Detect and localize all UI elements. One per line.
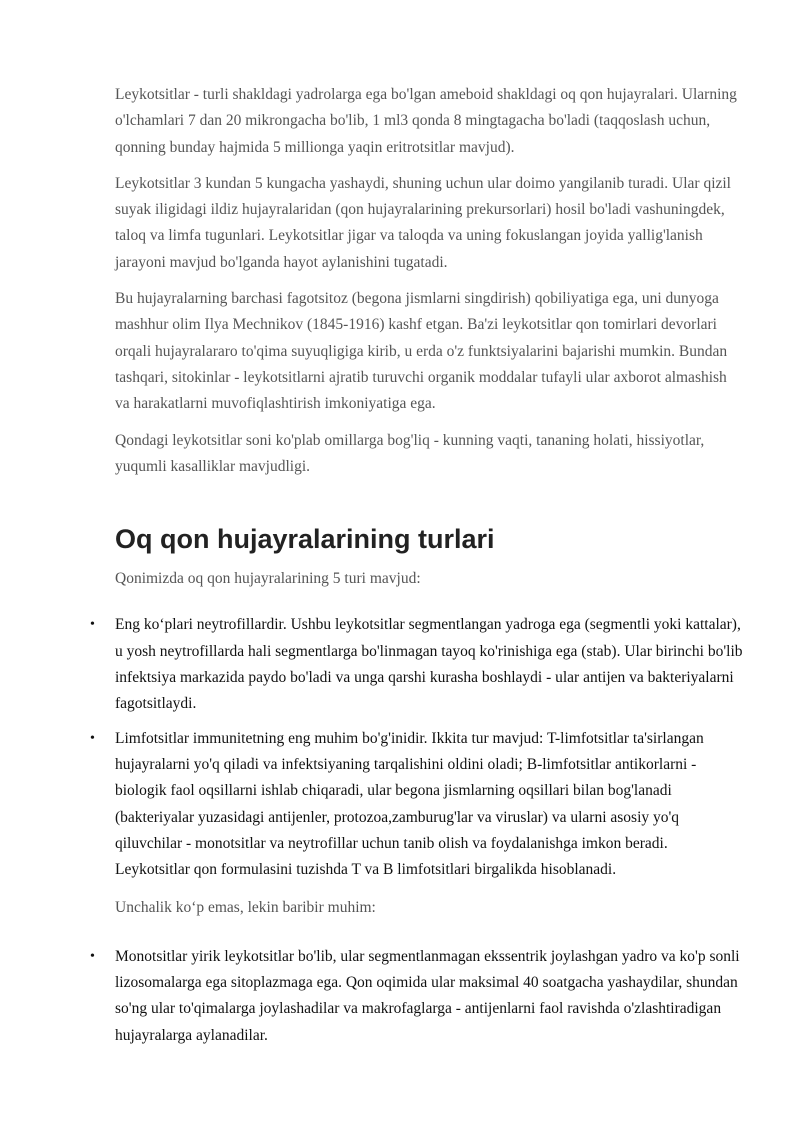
bullet-icon: •: [90, 948, 95, 964]
list-item-text: Limfotsitlar immunitetning eng muhim bo'g'inidir. Ikkita tur mavjud: T-limfotsitlar ta'sirlangan hujayralarni yo'q qiladi va infektsiyaning tarqalishini oldini oladi; B-limfotsitlar antikorlarni - biologik faol oqsillarni ishlab chiqaradi, ular begona jismlarning oqsillari bilan bog'lanadi (bakteriyalar yuzasidagi antijenler, protozoa,zamburug'lar va viruslar) va ularni asosiy yo'q qiluvchilar - monotsitlar va neytrofillar uchun tanib olish va foydalanishga imkon beradi. Leykotsitlar qon formulasini tuzishda T va B limfotsitlari birgalikda hisoblanadi.: [115, 729, 704, 879]
paragraph: Bu hujayralarning barchasi fagotsitoz (begona jismlarni singdirish) qobiliyatiga ega, uni dunyoga mashhur olim Ilya Mechnikov (1845-1916) kashf etgan. Ba'zi leykotsitlar qon tomirlari devorlari orqali hujayralararo to'qima suyuqligiga kirib, u erda o'z funktsiyalarini bajarishi mumkin. Bundan tashqari, sitokinlar - leykotsitlarni ajratib turuvchi organik moddalar tufayli ular axborot almashish va harakatlarni muvofiqlashtirish imkoniyatiga ega.: [115, 290, 728, 413]
section-intro: Qonimizda oq qon hujayralarining 5 turi mavjud:: [115, 570, 421, 588]
bullet-icon: •: [90, 617, 95, 633]
bullet-list-main: [90, 612, 745, 883]
list-item-text: Monotsitlar yirik leykotsitlar bo'lib, ular segmentlanmagan ekssentrik joylashgan yadro va ko'p sonli lizosomalarga ega sitoplazmaga ega. Qon oqimida ular maksimal 40 soatgacha yashaydilar, shundan so'ng ular to'qimalarga joylashadilar va makrofaglarga - antijenlarni faol ravishda o'zlashtiradigan hujayralarga aylanadilar.: [115, 947, 740, 1044]
document-page: [90, 82, 745, 1057]
bullet-list-secondary: [90, 944, 745, 1049]
list-item-text: Eng ko‘plari neytrofillardir. Ushbu leykotsitlar segmentlangan yadroga ega (segmentli yoki kattalar), u yosh neytrofillarda hali segmentlarga bo'linmagan tayoq ko'rinishiga ega (stab). Ular birinchi bo'lib infektsiya markazida paydo bo'ladi va unga qarshi kurasha boshlaydi - ular antijen va bakteriyalarni fagotsitlaydi.: [115, 616, 743, 713]
list-item: [90, 726, 745, 884]
paragraph: Leykotsitlar 3 kundan 5 kungacha yashaydi, shuning uchun ular doimo yangilanib turadi. Ular qizil suyak iligidagi ildiz hujayralaridan (qon hujayralarining prekursorlari) hosil bo'ladi vashuningdek, taloq va limfa tugunlari. Leykotsitlar jigar va taloqda va uning fokuslangan joyida yallig'lanish jarayoni mavjud bo'lganda hayot aylanishini tugatadi.: [115, 174, 731, 271]
bullet-icon: •: [90, 730, 95, 746]
list-item: [90, 944, 745, 1049]
paragraph: Qondagi leykotsitlar soni ko'plab omillarga bog'liq - kunning vaqti, tananing holati, hissiyotlar, yuqumli kasalliklar mavjudligi.: [115, 431, 705, 475]
section-subintro: Unchalik ko‘p emas, lekin baribir muhim:: [115, 899, 376, 917]
paragraph: Leykotsitlar - turli shakldagi yadrolarga ega bo'lgan ameboid shakldagi oq qon hujayralari. Ularning o'lchamlari 7 dan 20 mikrongacha bo'lib, 1 ml3 qonda 8 mingtagacha bo'ladi (taqqoslash uchun, qonning bunday hajmida 5 millionga yaqin eritrotsitlar mavjud).: [115, 86, 737, 156]
list-item: [90, 612, 745, 717]
section-heading: Oq qon hujayralarining turlari: [115, 524, 495, 555]
